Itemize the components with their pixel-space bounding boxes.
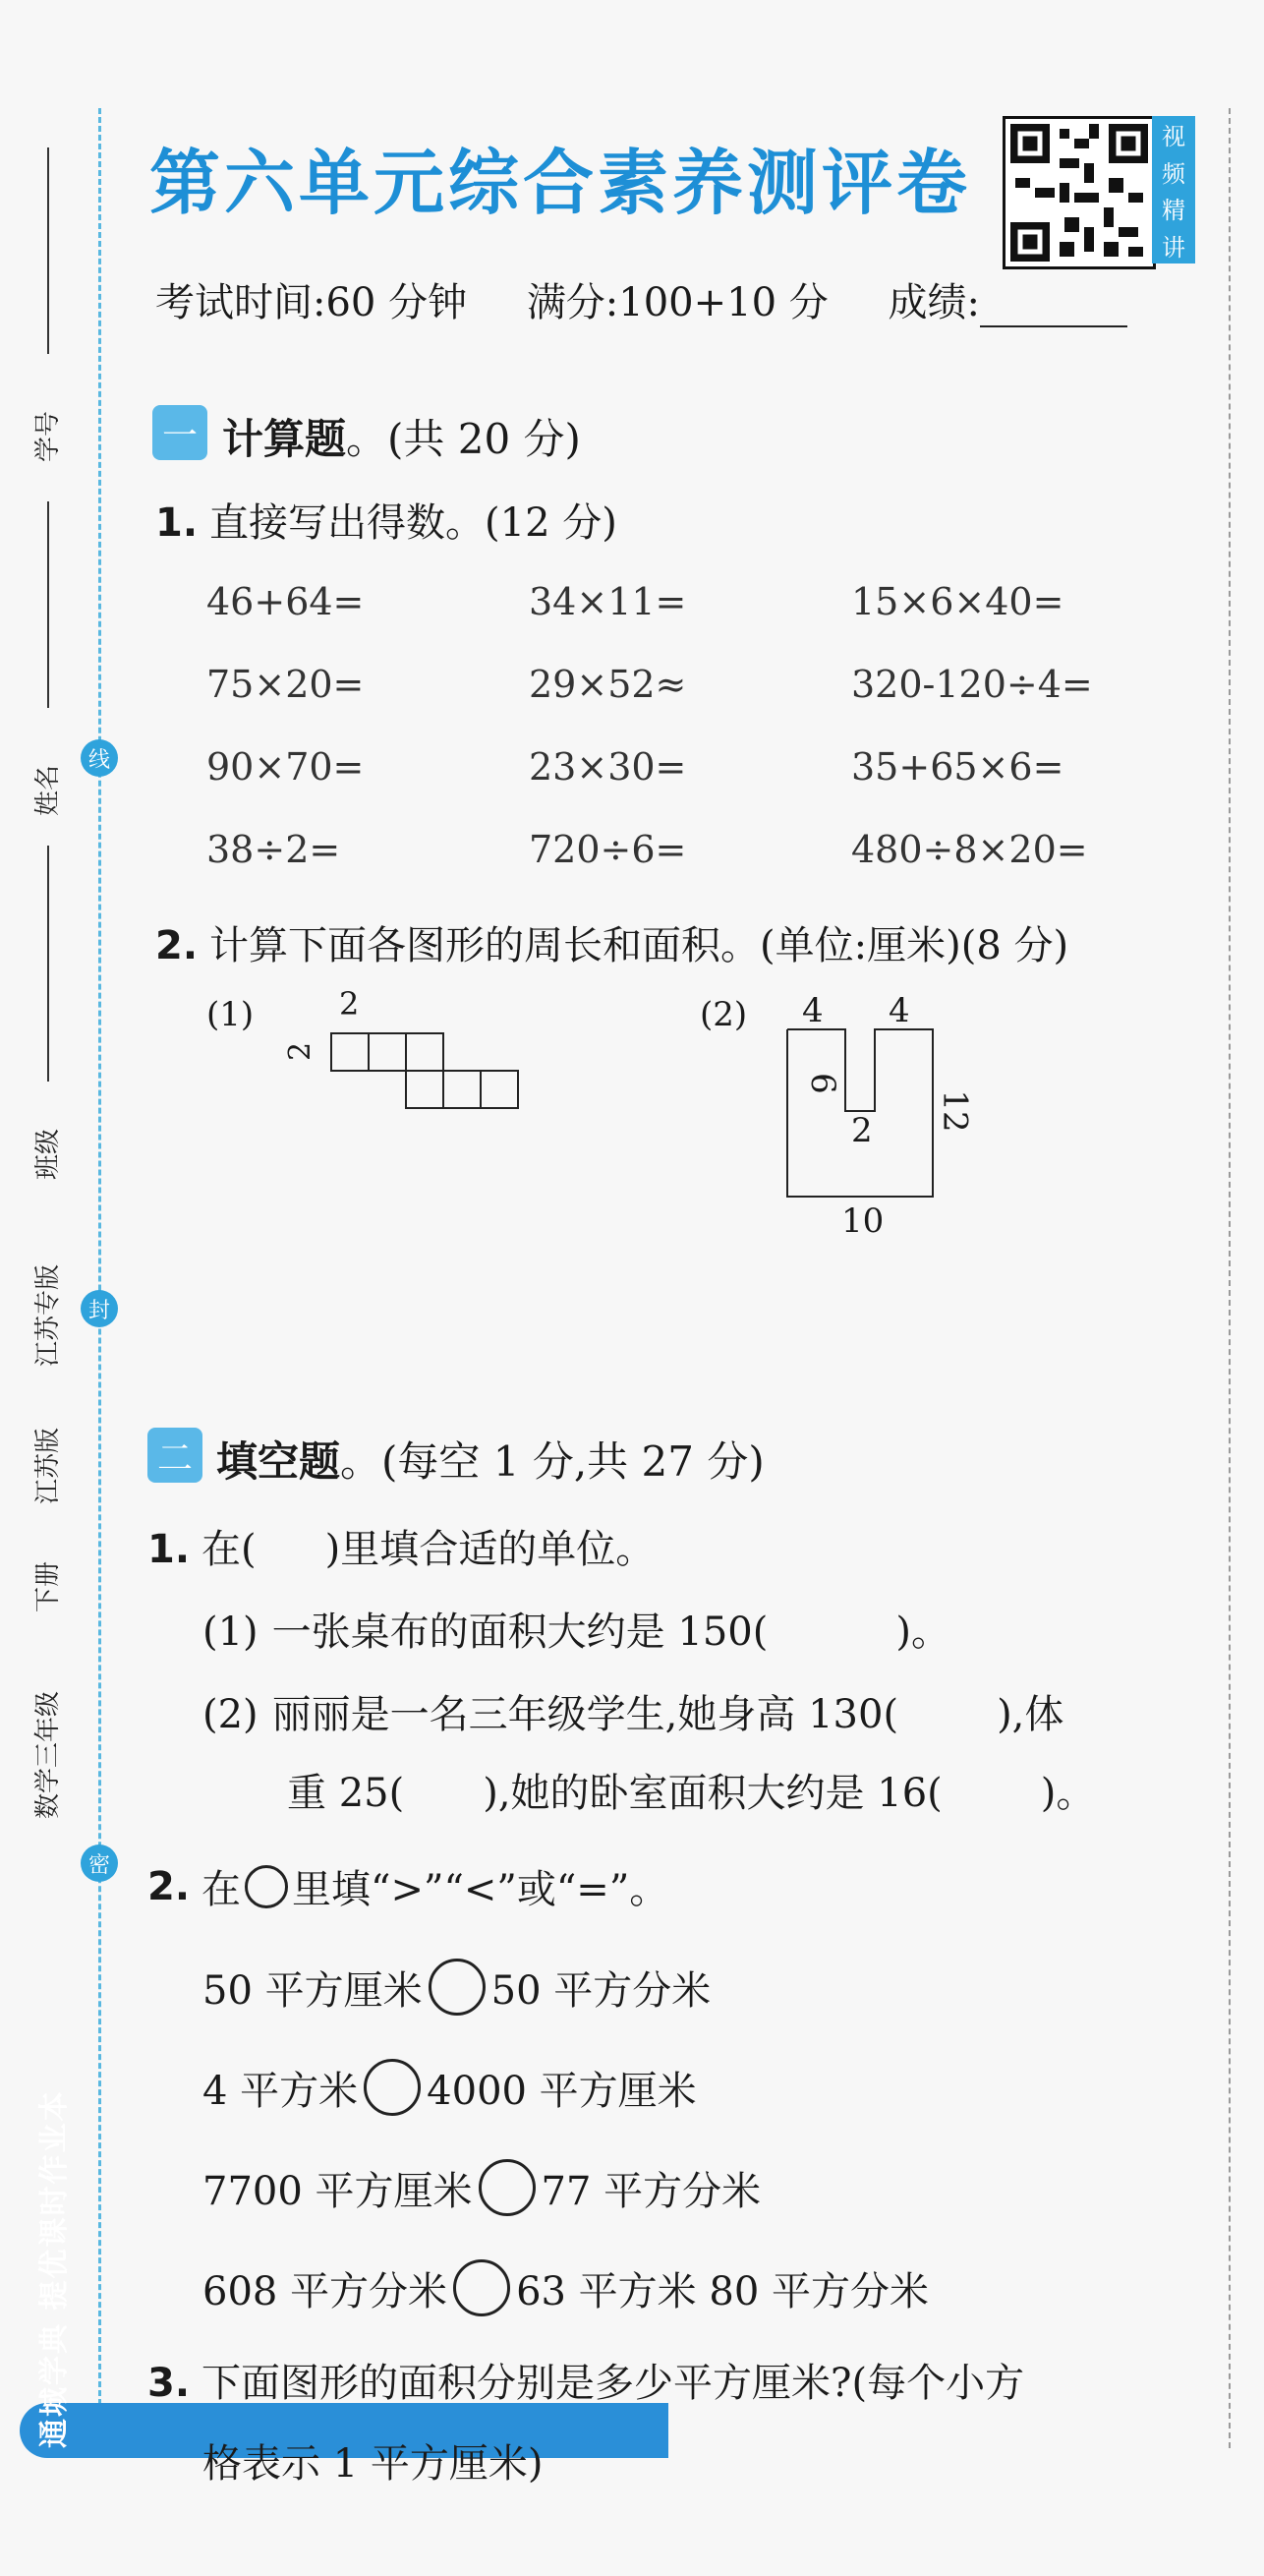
calc-item: 34×11= xyxy=(529,580,687,623)
student-id-line xyxy=(47,147,49,354)
compare-left: 4 平方米 xyxy=(202,2068,359,2114)
video-tag xyxy=(1152,116,1195,263)
compare-right: 4000 平方厘米 xyxy=(427,2068,697,2114)
seal-mark: 封 xyxy=(81,1290,118,1327)
fig2-notch-width-label: 2 xyxy=(851,1111,873,1150)
s2-q3-line1: 下面图形的面积分别是多少平方厘米?(每个小方 xyxy=(201,2361,1025,2406)
s2-q3 xyxy=(147,2352,1024,2408)
compare-circle-input[interactable] xyxy=(429,1959,486,2016)
line-mark: 线 xyxy=(81,739,118,777)
video-tag-char: 视 xyxy=(1162,123,1185,151)
section2-note: 。(每空 1 分,共 27 分) xyxy=(340,1437,765,1486)
course-region-label: 江苏专版 xyxy=(33,1263,63,1367)
compare-circle-icon xyxy=(245,1865,288,1908)
calc-item: 480÷8×20= xyxy=(851,828,1088,871)
s2-q1-sub2-line1-b: ),体 xyxy=(997,1692,1064,1737)
s2-q1 xyxy=(147,1518,655,1574)
compare-left: 608 平方分米 xyxy=(202,2268,448,2314)
s2-q1-sub2-line2-a: 重 25( xyxy=(287,1771,405,1816)
s1-q2-num: 2. xyxy=(155,923,199,968)
course-book-label: 下册 xyxy=(33,1560,63,1612)
compare-row xyxy=(202,1959,711,2016)
s2-q3-num: 3. xyxy=(147,2361,191,2406)
s2-q1-num: 1. xyxy=(147,1527,191,1572)
compare-row xyxy=(202,2259,929,2316)
calc-item: 720÷6= xyxy=(529,828,687,871)
s2-q1-sub2-line2 xyxy=(287,1762,1095,1818)
s2-q1-sub1-text-a: 一张桌布的面积大约是 150( xyxy=(271,1610,769,1655)
calc-item: 35+65×6= xyxy=(851,745,1064,789)
s1-q1 xyxy=(155,492,617,548)
s1-q2-text: 计算下面各图形的周长和面积。(单位:厘米)(8 分) xyxy=(209,923,1069,968)
s2-q1-text-b: )里填合适的单位。 xyxy=(324,1527,656,1572)
page-title: 第六单元综合素养测评卷 xyxy=(149,141,972,224)
class-label: 班级 xyxy=(33,1128,63,1180)
binding-dash-line xyxy=(98,108,101,2458)
score-blank[interactable] xyxy=(980,296,1127,327)
fig1-label: (1) xyxy=(206,995,255,1034)
s2-q3-line2: 格表示 1 平方厘米) xyxy=(202,2441,544,2487)
compare-circle-input[interactable] xyxy=(364,2059,421,2116)
compare-circle-input[interactable] xyxy=(479,2159,536,2216)
s2-q1-sub1 xyxy=(202,1601,950,1657)
calc-item: 29×52≈ xyxy=(529,663,687,706)
course-grade-label: 数学三年级 xyxy=(33,1690,63,1819)
student-id-label: 学号 xyxy=(33,410,63,462)
fig2-right-top-label: 4 xyxy=(889,991,910,1030)
s2-q1-sub2-line1 xyxy=(202,1683,1063,1739)
compare-right: 50 平方分米 xyxy=(490,1967,712,2014)
compare-right: 63 平方米 80 平方分米 xyxy=(516,2268,930,2314)
class-line xyxy=(47,846,49,1082)
s2-q1-sub2-label: (2) xyxy=(202,1692,259,1737)
s2-q2 xyxy=(147,1858,668,1914)
fig2-height-label: 12 xyxy=(935,1089,975,1133)
video-tag-char: 频 xyxy=(1162,159,1185,188)
section1-heading xyxy=(222,407,581,466)
calc-item: 23×30= xyxy=(529,745,687,789)
calc-item: 46+64= xyxy=(206,580,365,623)
compare-left: 7700 平方厘米 xyxy=(202,2168,473,2214)
video-tag-char: 精 xyxy=(1162,197,1185,225)
s2-q1-sub2-line2-c: )。 xyxy=(1040,1771,1096,1816)
right-dash-line xyxy=(1229,108,1231,2448)
calc-item: 320-120÷4= xyxy=(851,663,1093,706)
exam-meta xyxy=(155,271,1175,327)
s1-q1-num: 1. xyxy=(155,500,199,546)
section1-note: 。(共 20 分) xyxy=(346,415,581,463)
calc-item: 75×20= xyxy=(206,663,365,706)
brand-text: 通城学典 提优课时作业本 xyxy=(37,2089,72,2448)
compare-row xyxy=(202,2059,697,2116)
s1-q2 xyxy=(155,914,1068,970)
seal-mark-2: 密 xyxy=(81,1844,118,1882)
staircase-figure xyxy=(330,1032,527,1121)
section2-badge: 二 xyxy=(147,1428,202,1483)
compare-row xyxy=(202,2159,761,2216)
compare-left: 50 平方厘米 xyxy=(202,1967,423,2014)
fig2-left-top-label: 4 xyxy=(802,991,824,1030)
video-tag-char: 讲 xyxy=(1162,233,1185,262)
s2-q1-sub2-line1-a: 丽丽是一名三年级学生,她身高 130( xyxy=(271,1692,899,1737)
fig1-top-label: 2 xyxy=(339,985,360,1023)
s2-q1-sub2-line2-b: ),她的卧室面积大约是 16( xyxy=(483,1771,943,1816)
s2-q1-text-a: 在( xyxy=(201,1527,257,1572)
course-edition-label: 江苏版 xyxy=(33,1427,63,1504)
compare-circle-input[interactable] xyxy=(453,2259,510,2316)
s2-q1-sub1-label: (1) xyxy=(202,1610,259,1655)
s2-q1-sub1-text-b: )。 xyxy=(895,1610,950,1655)
calc-item: 15×6×40= xyxy=(851,580,1064,623)
s2-q2-text-b: 里填“>”“<”或“=”。 xyxy=(292,1867,669,1912)
fig2-width-label: 10 xyxy=(841,1201,885,1241)
fig2-label: (2) xyxy=(700,995,748,1034)
calc-item: 90×70= xyxy=(206,745,365,789)
s1-q1-text: 直接写出得数。(12 分) xyxy=(209,500,617,546)
full-score: 满分:100+10 分 xyxy=(526,280,829,325)
s2-q2-text-a: 在 xyxy=(201,1867,242,1912)
fig1-side-label: 2 xyxy=(283,1041,318,1062)
qr-code-icon xyxy=(1003,116,1156,269)
exam-time: 考试时间:60 分钟 xyxy=(155,280,468,325)
score-label: 成绩: xyxy=(888,280,980,325)
section1-badge: 一 xyxy=(152,405,207,460)
fig2-notch-depth-label: 6 xyxy=(802,1073,842,1094)
compare-right: 77 平方分米 xyxy=(541,2168,762,2214)
section1-title: 计算题 xyxy=(222,415,347,463)
calc-item: 38÷2= xyxy=(206,828,341,871)
name-label: 姓名 xyxy=(33,764,63,816)
section2-title: 填空题 xyxy=(216,1437,341,1486)
s2-q2-num: 2. xyxy=(147,1863,191,1909)
name-line xyxy=(47,501,49,708)
section2-heading xyxy=(216,1430,765,1489)
